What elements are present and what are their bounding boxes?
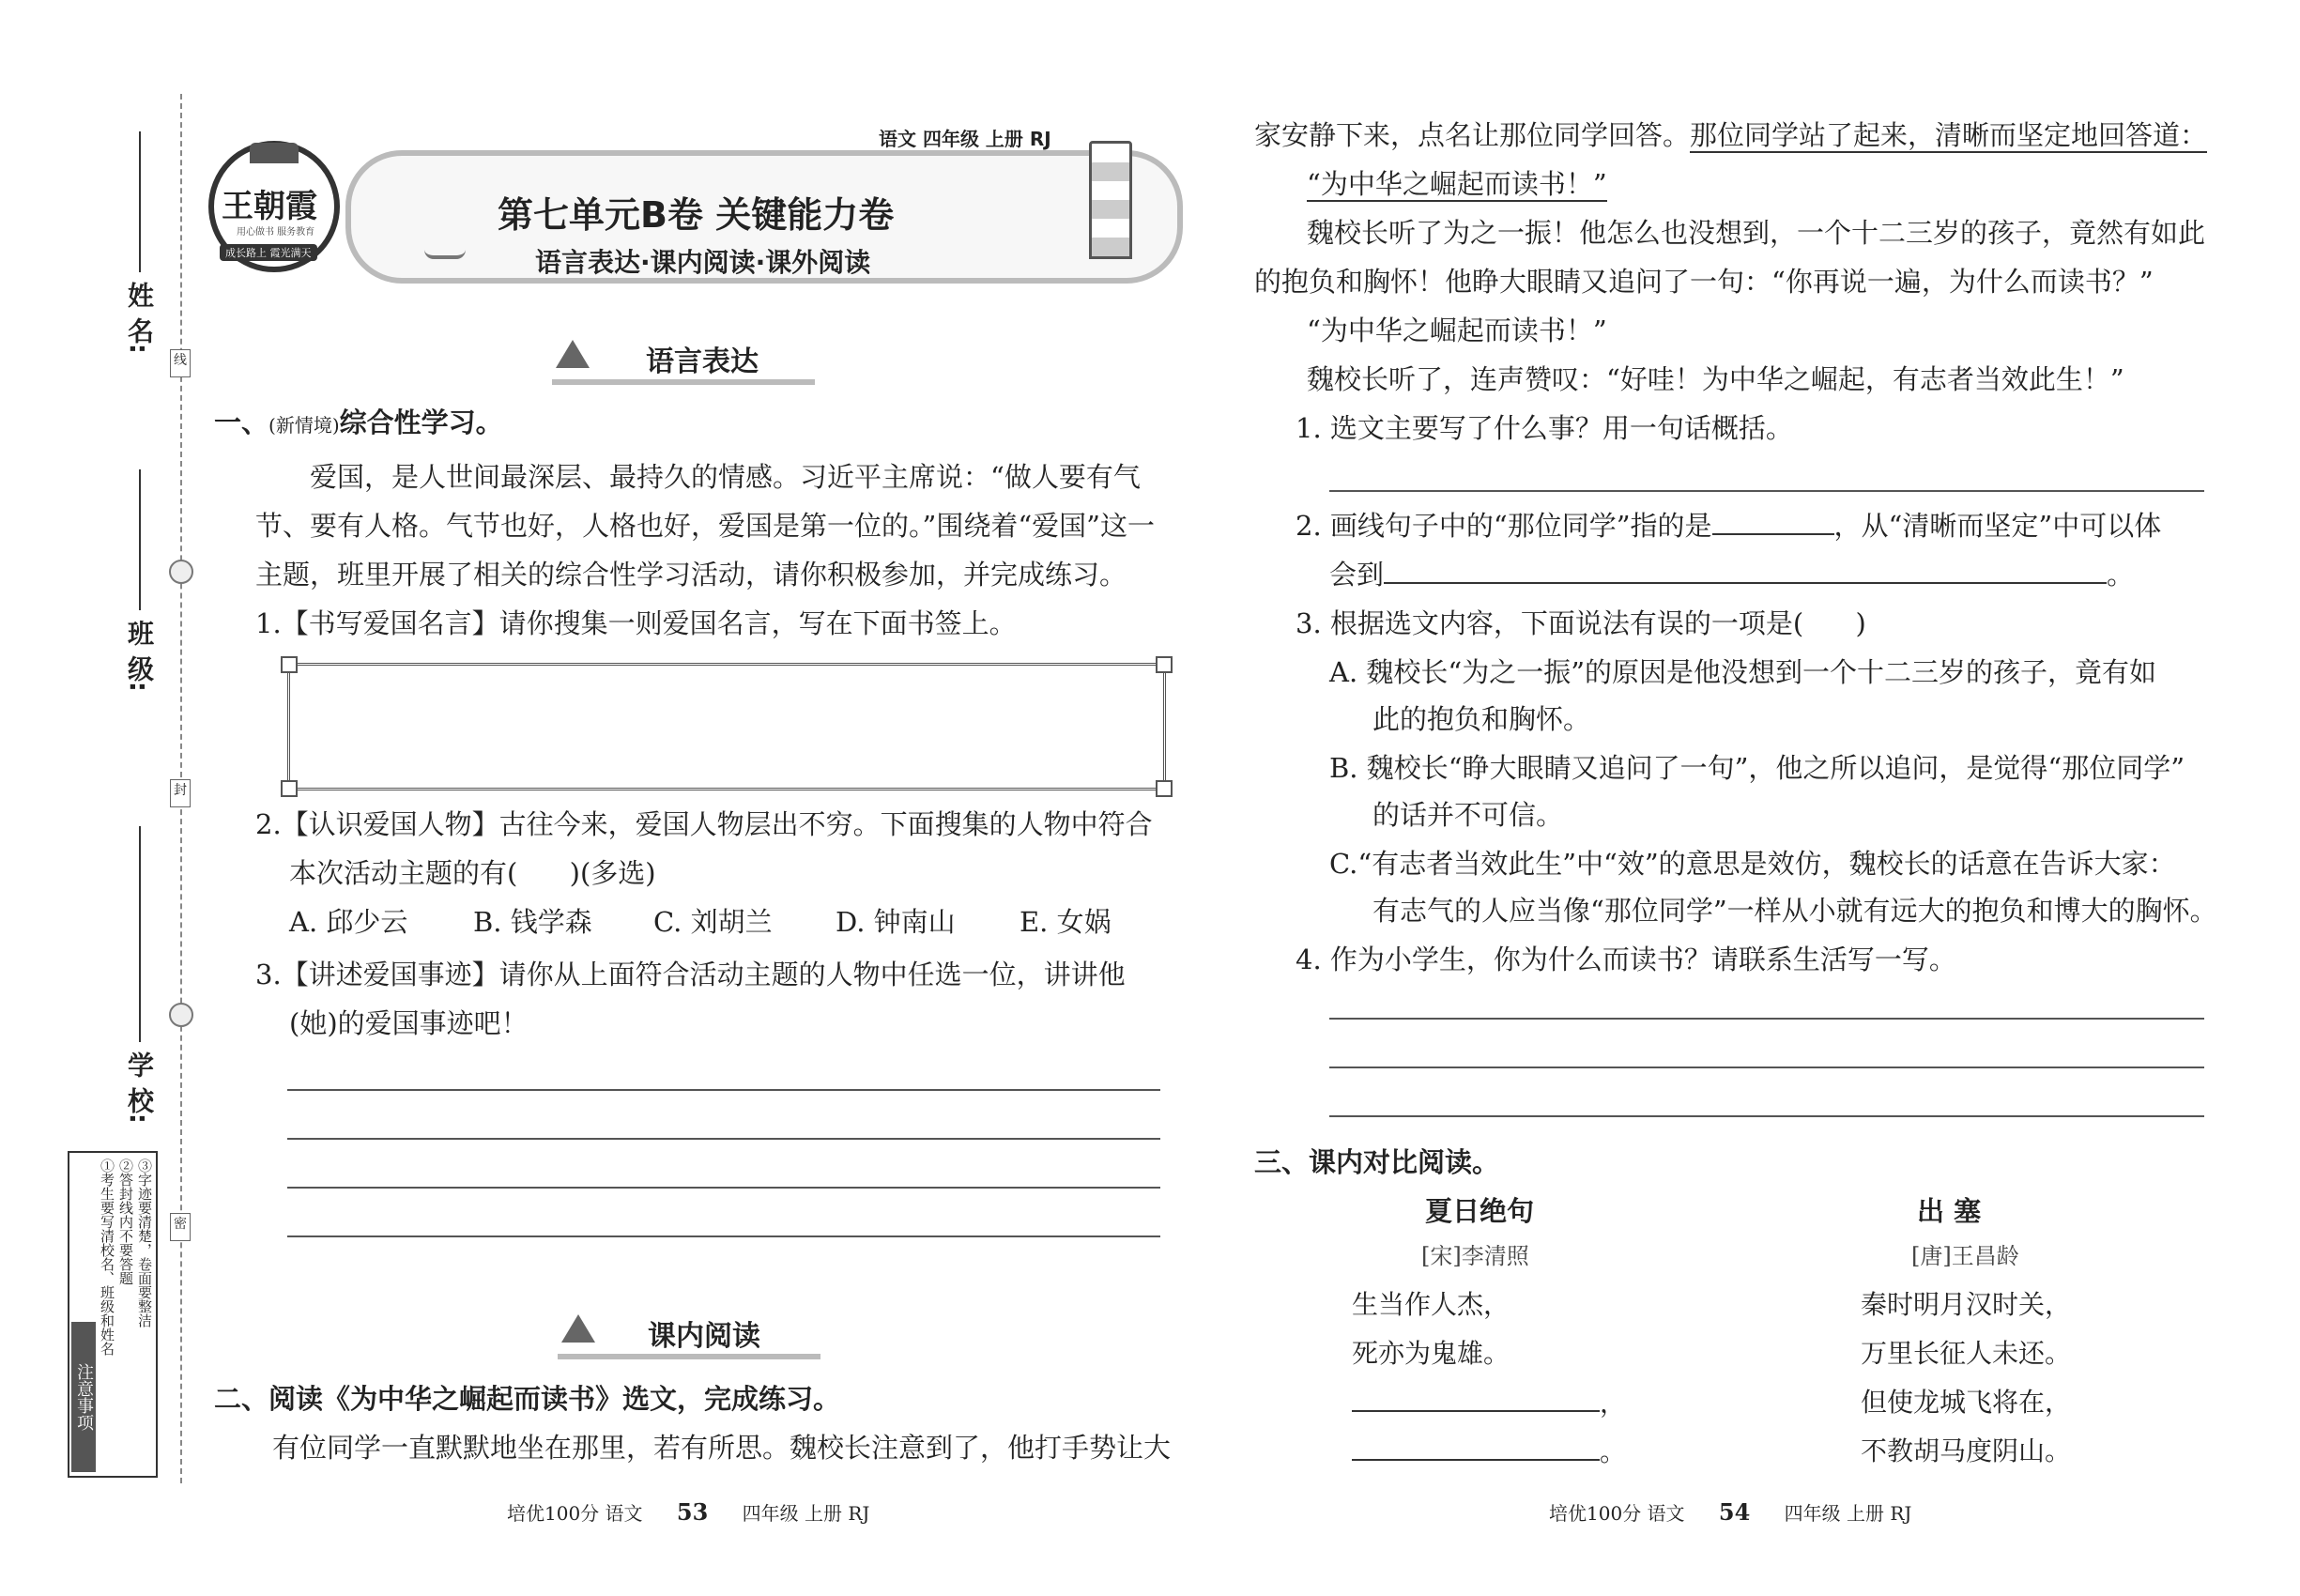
passage-line [1307, 160, 1607, 208]
q1-option[interactable]: A. 邱少云 [289, 906, 408, 938]
corner-ornament-icon [1156, 780, 1173, 797]
passage-line: 魏校长听了为之一振！他怎么也没想到，一个十二三岁的孩子，竟然有如此 [1307, 217, 2206, 249]
page-title: 第七单元B卷 关键能力卷 [498, 194, 895, 236]
answer-line[interactable] [1329, 1067, 2204, 1068]
page-subtitle: 语言表达·课内阅读·课外阅读 [535, 247, 871, 278]
poem1-line: 死亦为鬼雄。 [1352, 1338, 1510, 1369]
poem2-author: [唐]王昌龄 [1911, 1243, 2019, 1269]
page-number: 53 [676, 1498, 709, 1526]
q2-option-cont: 的话并不可信。 [1372, 799, 1564, 831]
poem2-line: 秦时明月汉时关， [1861, 1289, 2072, 1320]
footer-right: 培优100分 语文 54 四年级 上册 RJ [1549, 1498, 1912, 1526]
q1-sub1: 1.【书写爱国名言】请你搜集一则爱国名言，写在下面书签上。 [255, 607, 1017, 639]
bookmark-answer-box[interactable] [287, 663, 1166, 790]
notice-title: 注意事项 [71, 1322, 96, 1472]
q1-option[interactable]: E. 女娲 [1020, 906, 1112, 938]
poem1-line: 生当作人杰， [1352, 1289, 1510, 1320]
q2-heading: 二、阅读《为中华之崛起而读书》选文，完成练习。 [214, 1383, 841, 1415]
q1-option[interactable]: C. 刘胡兰 [653, 906, 773, 938]
answer-blank[interactable] [1352, 1382, 1600, 1412]
q1-paragraph-line: 爱国，是人世间最深层、最持久的情感。习近平主席说：“做人要有气 [310, 461, 1141, 493]
corner-ornament-icon [281, 780, 298, 797]
q1-sub2-line: 2.【认识爱国人物】古往今来，爱国人物层出不穷。下面搜集的人物中符合 [255, 808, 1153, 840]
notice-item: ②答封线内不要答题 [117, 1159, 134, 1285]
page-number: 54 [1718, 1498, 1751, 1526]
q1-paragraph-line: 主题，班里开展了相关的综合性学习活动，请你积极参加，并完成练习。 [255, 559, 1127, 591]
underlined-sentence: 那位同学站了起来，清晰而坚定地回答道： [1690, 119, 2208, 151]
q2-option-cont: 此的抱负和胸怀。 [1372, 703, 1591, 735]
brand-logo [208, 141, 340, 272]
corner-ornament-icon [1156, 656, 1173, 673]
q2-sub2-cont: 会到 。 [1329, 550, 2134, 599]
poem2-line: 不教胡马度阴山。 [1861, 1435, 2072, 1466]
poem2-line: 但使龙城飞将在， [1861, 1387, 2072, 1418]
grade-meta: 语文 四年级 上册 RJ [879, 128, 1051, 150]
answer-blank[interactable] [1352, 1431, 1600, 1461]
q2-option[interactable]: B. 魏校长“睁大眼睛又追问了一句”，他之所以追问，是觉得“那位同学” [1329, 752, 2185, 784]
footer-left: 培优100分 语文 53 四年级 上册 RJ [507, 1498, 870, 1526]
q2-option[interactable]: C.“有志者当效此生”中“效”的意思是效仿，魏校长的话意在告诉大家： [1329, 848, 2176, 880]
answer-line[interactable] [287, 1187, 1160, 1189]
section-banner-reading [558, 1307, 820, 1359]
fold-mark-line: 线 [170, 349, 191, 377]
answer-line[interactable] [287, 1089, 1160, 1091]
section-banner-language [552, 332, 815, 385]
poem1-blank-line: ， [1352, 1382, 1626, 1420]
lighthouse-icon [1089, 141, 1132, 259]
answer-blank[interactable] [1712, 505, 1834, 535]
brand-name: 王朝霞 [222, 188, 317, 225]
notice-item: ①考生要写清校名、班级和姓名 [99, 1159, 115, 1356]
binding-hole-icon [169, 1003, 193, 1027]
answer-line[interactable] [287, 1138, 1160, 1140]
q2-paragraph-line: 有位同学一直默默地坐在那里，若有所思。魏校长注意到了，他打手势让大 [272, 1432, 1172, 1464]
name-field[interactable] [139, 131, 141, 272]
school-field[interactable] [139, 826, 141, 1042]
answer-line[interactable] [1329, 490, 2204, 492]
poem1-blank-line: 。 [1352, 1431, 1626, 1469]
corner-ornament-icon [281, 656, 298, 673]
sailboat-icon [561, 1314, 595, 1343]
fold-mark-secret: 密 [170, 1213, 191, 1241]
answer-line[interactable] [1329, 1018, 2204, 1020]
section-title: 课内阅读 [648, 1320, 760, 1353]
notice-item: ③字迹要清楚，卷面要整洁 [136, 1159, 153, 1327]
passage-line: 家安静下来，点名让那位同学回答。那位同学站了起来，清晰而坚定地回答道： [1254, 119, 2208, 151]
passage-line: 魏校长听了，连声赞叹：“好哇！为中华之崛起，有志者当效此生！” [1307, 363, 2124, 395]
name-label: 姓 名: [124, 282, 155, 354]
brand-tagline: 用心做书 服务教育 [237, 227, 315, 238]
q2-sub4: 4. 作为小学生，你为什么而读书？请联系生活写一写。 [1296, 944, 1956, 975]
q2-option-cont: 有志气的人应当像“那位同学”一样从小就有远大的抱负和博大的胸怀。 [1372, 895, 2217, 927]
q3-heading: 三、课内对比阅读。 [1254, 1146, 1500, 1178]
q1-option[interactable]: D. 钟南山 [836, 906, 956, 938]
passage-line: “为中华之崛起而读书！” [1307, 315, 1607, 346]
q2-sub2: 2. 画线句子中的“那位同学”指的是 ，从“清晰而坚定”中可以体 [1296, 501, 2161, 550]
answer-line[interactable] [287, 1235, 1160, 1237]
poem1-author: [宋]李清照 [1421, 1243, 1529, 1269]
crown-icon [250, 143, 299, 163]
q1-heading: 一、(新情境)综合性学习。 [214, 407, 503, 438]
answer-blank[interactable] [1384, 554, 2107, 584]
brand-ribbon: 成长路上 霞光满天 [220, 244, 317, 261]
q1-sub3-line: 3.【讲述爱国事迹】请你从上面符合活动主题的人物中任选一位，讲讲他 [255, 959, 1126, 990]
q2-option[interactable]: A. 魏校长“为之一振”的原因是他没想到一个十二三岁的孩子，竟有如 [1329, 656, 2157, 688]
passage-line: 的抱负和胸怀！他睁大眼睛又追问了一句：“你再说一遍，为什么而读书？” [1254, 266, 2154, 298]
q2-sub3: 3. 根据选文内容，下面说法有误的一项是( ) [1296, 607, 1866, 639]
q1-sub3-line: (她)的爱国事迹吧！ [289, 1007, 529, 1039]
school-label: 学 校: [124, 1051, 155, 1124]
answer-line[interactable] [1329, 1115, 2204, 1117]
q2-sub1: 1. 选文主要写了什么事？用一句话概括。 [1296, 412, 1793, 444]
section-title: 语言表达 [646, 345, 759, 378]
poem2-line: 万里长征人未还。 [1861, 1338, 2072, 1369]
underlined-sentence: “为中华之崛起而读书！” [1307, 168, 1607, 200]
q1-paragraph-line: 节、要有人格。气节也好，人格也好，爱国是第一位的。”围绕着“爱国”这一 [255, 510, 1155, 542]
class-label: 班 级: [124, 620, 155, 692]
poem1-title: 夏日绝句 [1425, 1195, 1535, 1227]
boat-icon [424, 244, 466, 259]
notice-box [68, 1151, 158, 1478]
q1-option[interactable]: B. 钱学森 [473, 906, 592, 938]
binding-hole-icon [169, 560, 193, 584]
sailboat-icon [556, 340, 590, 368]
poem2-title: 出 塞 [1917, 1195, 1982, 1227]
fold-mark-seal: 封 [170, 779, 191, 807]
q1-sub2-line: 本次活动主题的有( )(多选) [289, 857, 656, 889]
class-field[interactable] [139, 469, 141, 610]
